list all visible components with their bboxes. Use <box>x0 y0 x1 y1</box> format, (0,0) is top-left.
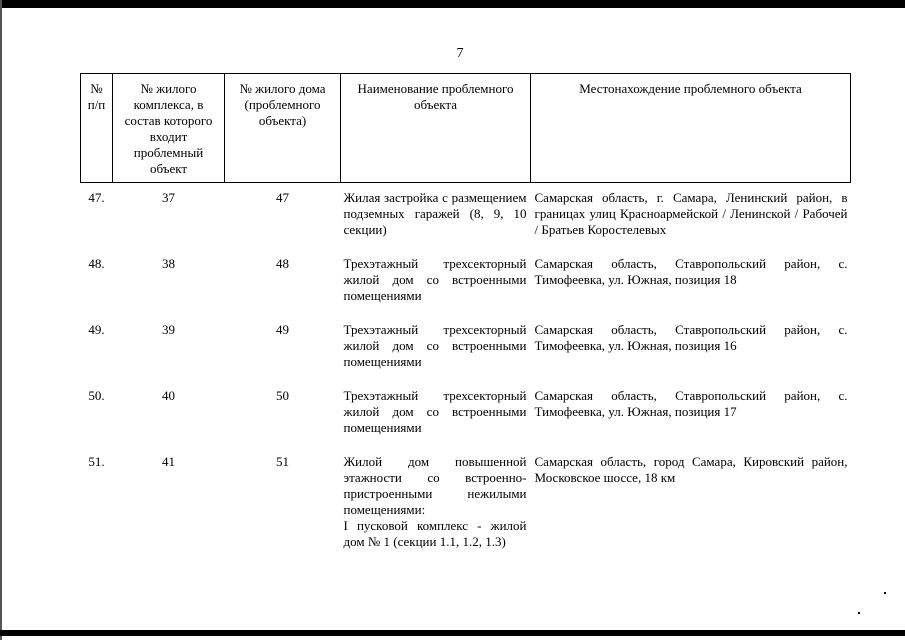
object-name: Жилой дом повышенной этажности со встроенно-пристроенными нежилыми помещениями: <box>343 454 527 517</box>
house-number: 49 <box>276 322 289 337</box>
object-location: Самарская область, Ставропольский район, с. Тимофеевка, ул. Южная, позиция 16 <box>534 322 848 353</box>
house-number: 47 <box>276 190 289 205</box>
object-location: Самарская область, г. Самара, Ленинский район, в границах улиц Красноармейской / Ленинской / Рабочей / Братьев Коростелевых <box>534 190 848 237</box>
house-number: 50 <box>276 388 289 403</box>
object-location: Самарская область, город Самара, Кировский район, Московское шоссе, 18 км <box>534 454 848 485</box>
row-number: 49. <box>88 322 105 337</box>
row-number: 47. <box>88 190 105 205</box>
object-name: Трехэтажный трехсекторный жилой дом со встроенными помещениями <box>343 322 527 369</box>
header-object-name: Наименование проблемного объекта <box>341 74 531 183</box>
problem-objects-table <box>80 73 851 564</box>
object-name-extra: I пусковой комплекс - жилой дом № 1 (секции 1.1, 1.2, 1.3) <box>343 518 527 549</box>
object-location: Самарская область, Ставропольский район, с. Тимофеевка, ул. Южная, позиция 17 <box>534 388 848 419</box>
table-row <box>81 316 851 382</box>
row-number: 51. <box>88 454 105 469</box>
object-name-cell <box>341 448 531 564</box>
table-row <box>81 382 851 448</box>
scan-speck <box>884 592 886 594</box>
object-name: Трехэтажный трехсекторный жилой дом со встроенными помещениями <box>343 388 527 435</box>
scan-border-bottom <box>0 630 905 636</box>
table-header-row <box>81 74 851 183</box>
row-number: 48. <box>88 256 105 271</box>
header-row-number: № п/п <box>81 74 113 183</box>
page-number: 7 <box>456 46 464 61</box>
table-row <box>81 448 851 564</box>
table-row <box>81 250 851 316</box>
object-name: Трехэтажный трехсекторный жилой дом со встроенными помещениями <box>343 256 527 303</box>
object-location: Самарская область, Ставропольский район, с. Тимофеевка, ул. Южная, позиция 18 <box>534 256 848 287</box>
header-complex-number: № жилого комплекса, в состав которого входит проблемный объект <box>113 74 225 183</box>
object-name: Жилая застройка с размещением подземных гаражей (8, 9, 10 секции) <box>343 190 527 237</box>
header-house-number: № жилого дома (проблемного объекта) <box>225 74 341 183</box>
header-object-location: Местонахождение проблемного объекта <box>531 74 851 183</box>
scan-speck <box>858 612 860 614</box>
scan-border-top <box>0 0 905 8</box>
complex-number: 41 <box>162 454 175 469</box>
complex-number: 38 <box>162 256 175 271</box>
house-number: 51 <box>276 454 289 469</box>
complex-number: 39 <box>162 322 175 337</box>
table-row <box>81 183 851 251</box>
row-number: 50. <box>88 388 105 403</box>
complex-number: 37 <box>162 190 175 205</box>
house-number: 48 <box>276 256 289 271</box>
complex-number: 40 <box>162 388 175 403</box>
scan-border-left <box>0 0 2 640</box>
